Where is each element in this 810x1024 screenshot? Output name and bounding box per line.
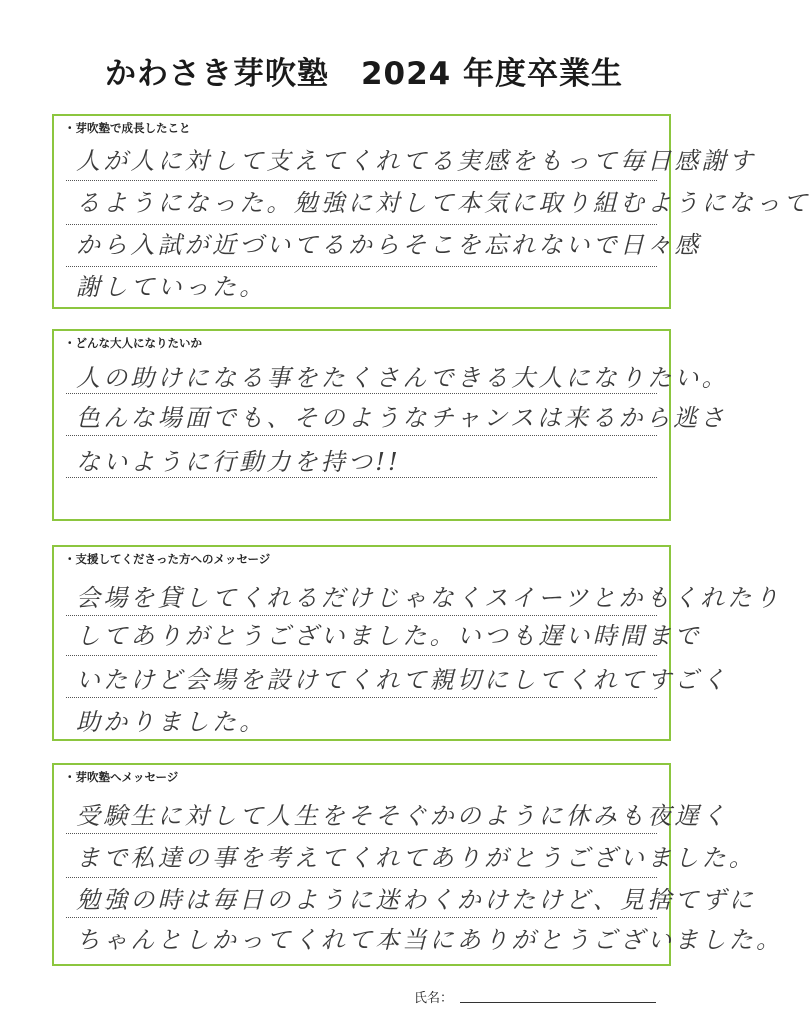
section-message-supporters xyxy=(52,545,782,741)
page-title: かわさき芽吹塾 2024 年度卒業生 xyxy=(104,56,624,92)
ruled-line xyxy=(66,435,657,436)
handwritten-line: るようになった。勉強に対して本気に取り組むようになって xyxy=(76,189,810,217)
handwritten-line: いたけど会場を設けてくれて親切にしてくれてすごく xyxy=(76,666,729,694)
ruled-line xyxy=(66,615,657,616)
section-label: ・どんな大人になりたいか xyxy=(64,336,202,350)
ruled-line xyxy=(66,833,657,834)
ruled-line xyxy=(66,393,657,394)
handwritten-line: まで私達の事を考えてくれてありがとうございました。 xyxy=(76,844,756,872)
ruled-line xyxy=(66,655,657,656)
name-label: 氏名： xyxy=(414,991,454,1006)
handwritten-line: 色んな場面でも、そのようなチャンスは来るから逃さ xyxy=(76,404,728,432)
handwritten-line: 助かりました。 xyxy=(76,708,267,736)
handwritten-line: 受験生に対して人生をそそぐかのように休みも夜遅く xyxy=(76,802,729,830)
handwritten-line: 人が人に対して支えてくれてる実感をもって毎日感謝す xyxy=(76,147,756,175)
section-label: ・芽吹塾へメッセージ xyxy=(64,770,179,784)
handwritten-line: から入試が近づいてるからそこを忘れないで日々感 xyxy=(76,231,702,259)
handwritten-line: ちゃんとしかってくれて本当にありがとうございました。 xyxy=(76,926,784,954)
name-underline xyxy=(460,1002,656,1003)
section-message-mebuki xyxy=(52,763,784,966)
section-growth xyxy=(52,114,810,309)
handwritten-line: してありがとうございました。いつも遅い時間まで xyxy=(76,622,702,650)
handwritten-line: 会場を貸してくれるだけじゃなくスイーツとかもくれたり xyxy=(76,584,782,612)
section-label: ・芽吹塾で成長したこと xyxy=(64,121,191,135)
ruled-line xyxy=(66,224,657,225)
ruled-line xyxy=(66,917,657,918)
handwritten-line: 人の助けになる事をたくさんできる大人になりたい。 xyxy=(76,364,729,392)
handwritten-line: 勉強の時は毎日のように迷わくかけたけど、見捨てずに xyxy=(76,886,756,914)
ruled-line xyxy=(66,477,657,478)
handwritten-line: ないように行動力を持つ!! xyxy=(76,448,401,476)
section-label: ・支援してくださった方へのメッセージ xyxy=(64,552,271,566)
handwritten-line: 謝していった。 xyxy=(76,273,267,301)
name-field xyxy=(414,985,674,1009)
ruled-line xyxy=(66,266,657,267)
ruled-line xyxy=(66,877,657,878)
ruled-line xyxy=(66,697,657,698)
section-future-adult xyxy=(52,329,729,521)
ruled-line xyxy=(66,180,657,181)
